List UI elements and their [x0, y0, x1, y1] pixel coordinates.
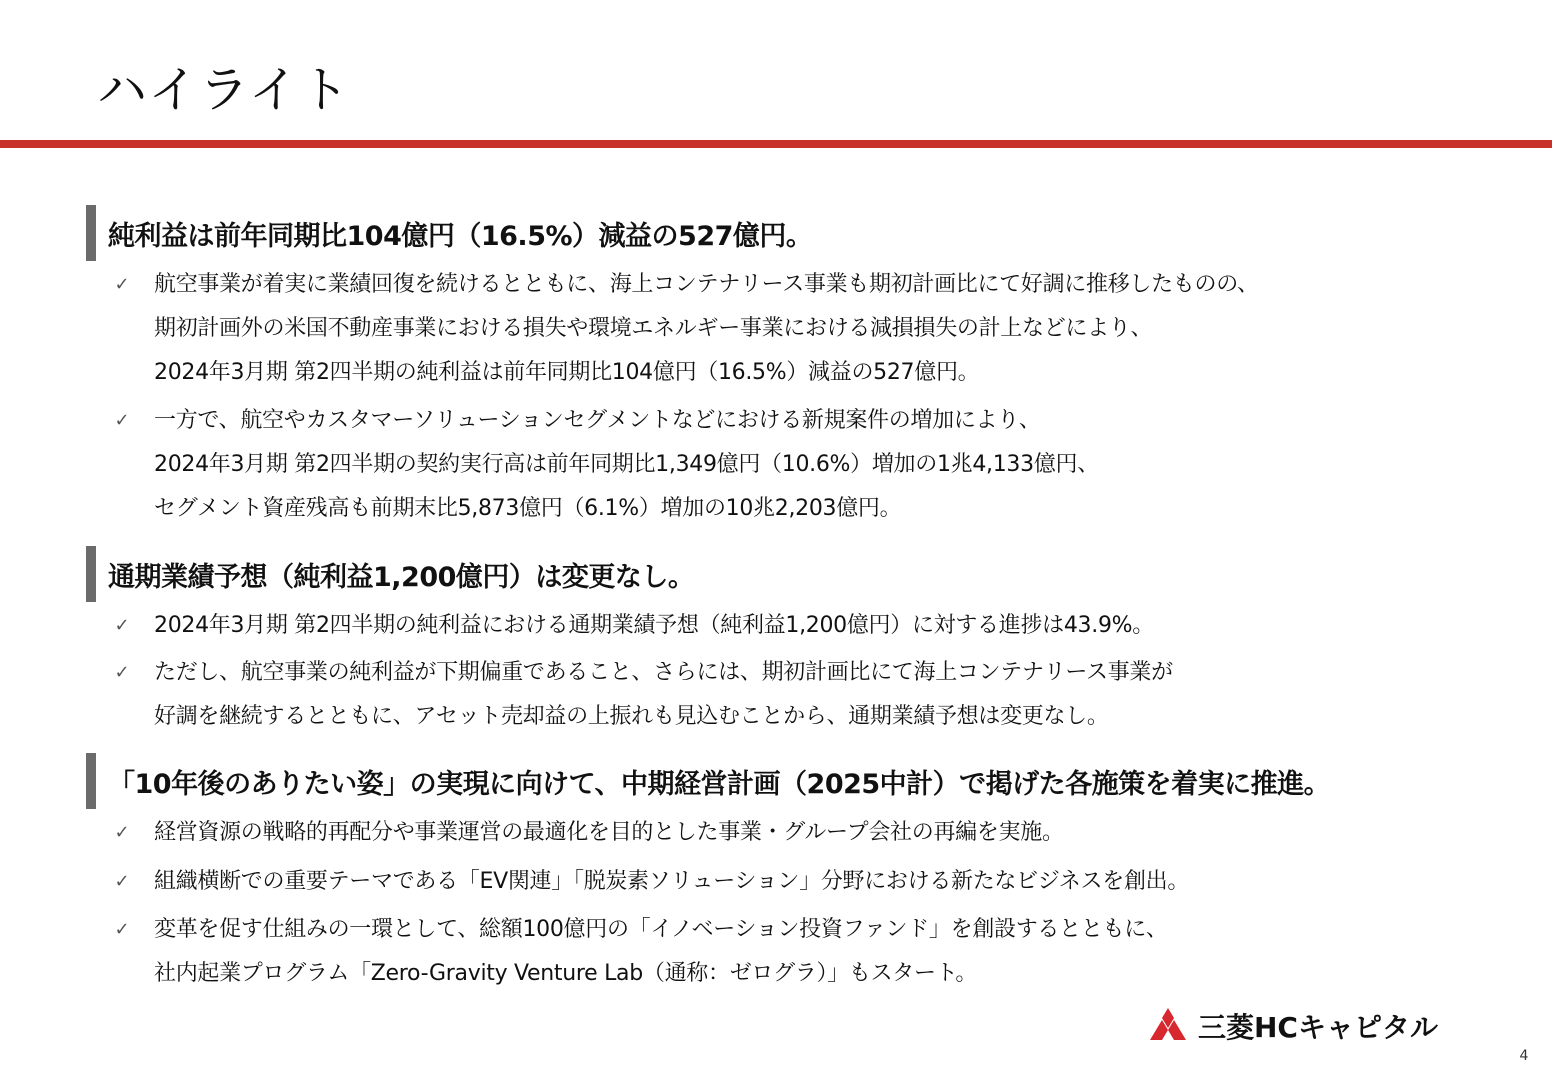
check-icon: ✓: [114, 871, 130, 892]
bullet-line: 経営資源の戦略的再配分や事業運営の最適化を目的とした事業・グループ会社の再編を実施。: [154, 820, 1064, 845]
check-icon: ✓: [114, 274, 130, 295]
section-heading-forecast: [86, 546, 694, 602]
section-heading-net-income: [86, 205, 812, 261]
check-icon: ✓: [114, 410, 130, 431]
bullet-line: 変革を促す仕組みの一環として、総額100億円の「イノベーション投資ファンド」を創設するとともに、: [154, 917, 1168, 942]
page-number: 4: [1519, 1048, 1529, 1064]
bullet-line: 組織横断での重要テーマである「EV関連」「脱炭素ソリューション」分野における新たなビジネスを創出。: [154, 869, 1190, 894]
check-icon: ✓: [114, 822, 130, 843]
section-heading-text: 通期業績予想（純利益1,200億円）は変更なし。: [108, 561, 695, 593]
bullet-line: 2024年3月期 第2四半期の純利益は前年同期比104億円（16.5%）減益の527億円。: [154, 360, 980, 385]
heading-bar: [86, 205, 96, 261]
title-divider: [0, 140, 1552, 148]
bullet-line: 一方で、航空やカスタマーソリューションセグメントなどにおける新規案件の増加により、: [154, 408, 1041, 433]
heading-bar: [86, 546, 96, 602]
heading-bar: [86, 753, 96, 809]
section-heading-midterm-plan: [86, 753, 1330, 809]
check-icon: ✓: [114, 919, 130, 940]
three-diamonds-icon: [1148, 1008, 1188, 1044]
bullet-line: 2024年3月期 第2四半期の契約実行高は前年同期比1,349億円（10.6%）増加の1兆4,133億円、: [154, 452, 1099, 477]
bullet-line: ただし、航空事業の純利益が下期偏重であること、さらには、期初計画比にて海上コンテナリース事業が: [154, 660, 1173, 685]
page-title: ハイライト: [97, 61, 351, 119]
bullet-line: セグメント資産残高も前期末比5,873億円（6.1%）増加の10兆2,203億円。: [154, 496, 902, 521]
check-icon: ✓: [114, 662, 130, 683]
bullet-line: 2024年3月期 第2四半期の純利益における通期業績予想（純利益1,200億円）に対する進捗は43.9%。: [154, 613, 1154, 638]
company-name: 三菱HCキャピタル: [1198, 1011, 1438, 1044]
company-logo: [1148, 1004, 1438, 1048]
section-heading-text: 「10年後のありたい姿」の実現に向けて、中期経営計画（2025中計）で掲げた各施策を着実に推進。: [108, 768, 1331, 800]
bullet-line: 社内起業プログラム「Zero-Gravity Venture Lab（通称：ゼログラ）」もスタート。: [154, 961, 978, 986]
section-heading-text: 純利益は前年同期比104億円（16.5%）減益の527億円。: [108, 220, 813, 252]
bullet-line: 好調を継続するとともに、アセット売却益の上振れも見込むことから、通期業績予想は変更なし。: [154, 704, 1109, 729]
bullet-line: 航空事業が着実に業績回復を続けるとともに、海上コンテナリース事業も期初計画比にて好調に推移したものの、: [154, 272, 1259, 297]
check-icon: ✓: [114, 615, 130, 636]
bullet-line: 期初計画外の米国不動産事業における損失や環境エネルギー事業における減損損失の計上などにより、: [154, 316, 1153, 341]
